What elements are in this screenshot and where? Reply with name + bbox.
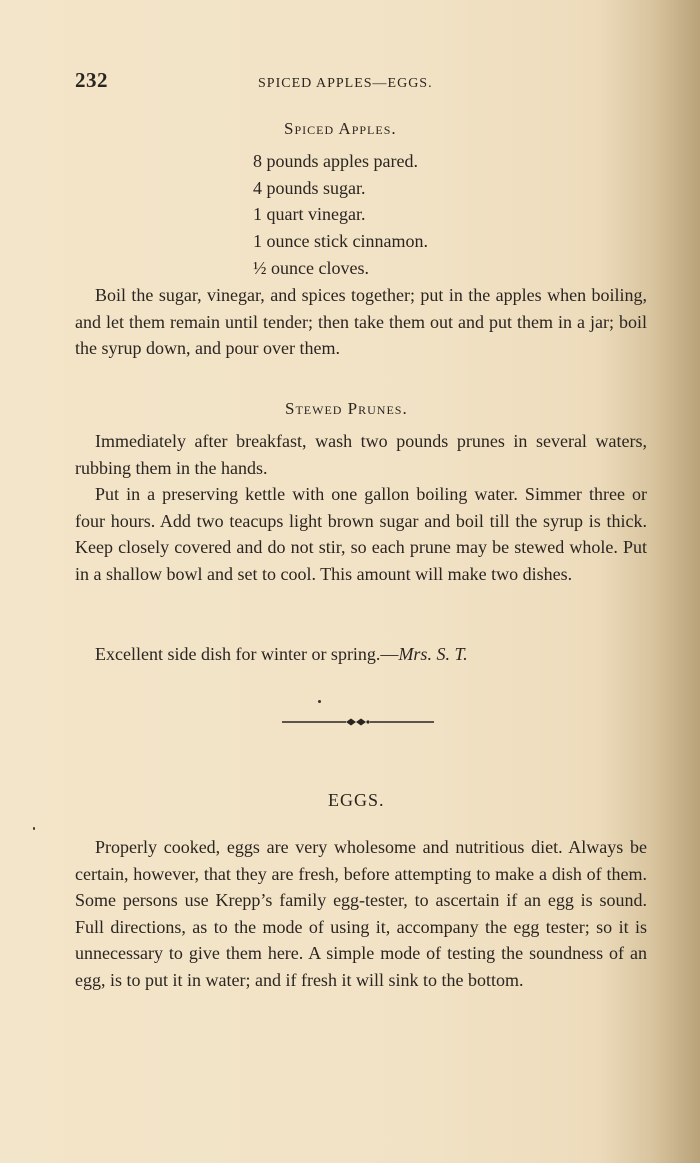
spiced-apples-title: Spiced Apples.: [284, 119, 397, 138]
stewed-prunes-paragraph-3: [75, 641, 647, 668]
page-number: 232: [75, 68, 108, 92]
eggs-paragraph: Properly cooked, eggs are very wholesome and nutritious diet. Always be certain, however, that they are fresh, before attempting to make a dish of them. Some persons use Krepp’s family egg-tester, to ascertain if an egg is sound. Full directions, as to the mode of using it, accompany the egg tester; so it is unnecessary to give them here. A simple mode of testing the soundness of an egg, is to put it in water; and if fresh it will sink to the bottom.: [75, 837, 647, 990]
ingredient-item: 4 pounds sugar.: [253, 177, 366, 198]
ingredient-item: 1 ounce stick cinnamon.: [253, 231, 428, 252]
stewed-prunes-paragraph-2: Put in a preserving kettle with one gallon boiling water. Simmer three or four hours. Add two teacups light brown sugar and boil till the syrup is thick. Keep closely covered and do not stir, so each prune may be stewed whole. Put in a shallow bowl and set to cool. This amount will make two dishes.: [75, 484, 647, 584]
stewed-prunes-paragraph-1: Immediately after breakfast, wash two pounds prunes in several waters, rubbing them in the hands.: [75, 431, 647, 478]
stewed-prunes-title: Stewed Prunes.: [285, 399, 408, 418]
contributor-signature: Mrs. S. T.: [398, 644, 468, 664]
ink-speck: [318, 700, 321, 703]
divider-ornament: [282, 716, 434, 728]
ink-speck: [33, 827, 35, 830]
ingredient-item: 1 quart vinegar.: [253, 204, 366, 225]
spiced-apples-method: Boil the sugar, vinegar, and spices together; put in the apples when boiling, and let them remain until tender; then take them out and put them in a jar; boil the syrup down, and pour over them.: [75, 285, 647, 359]
ingredient-item: ½ ounce cloves.: [253, 257, 369, 278]
eggs-heading: EGGS.: [328, 790, 385, 810]
spiced-apples-ingredients: [253, 148, 428, 282]
ingredient-item: 8 pounds apples pared.: [253, 151, 418, 171]
recommendation-text: Excellent side dish for winter or spring.—: [95, 644, 399, 664]
running-head: SPICED APPLES—EGGS.: [258, 76, 433, 91]
